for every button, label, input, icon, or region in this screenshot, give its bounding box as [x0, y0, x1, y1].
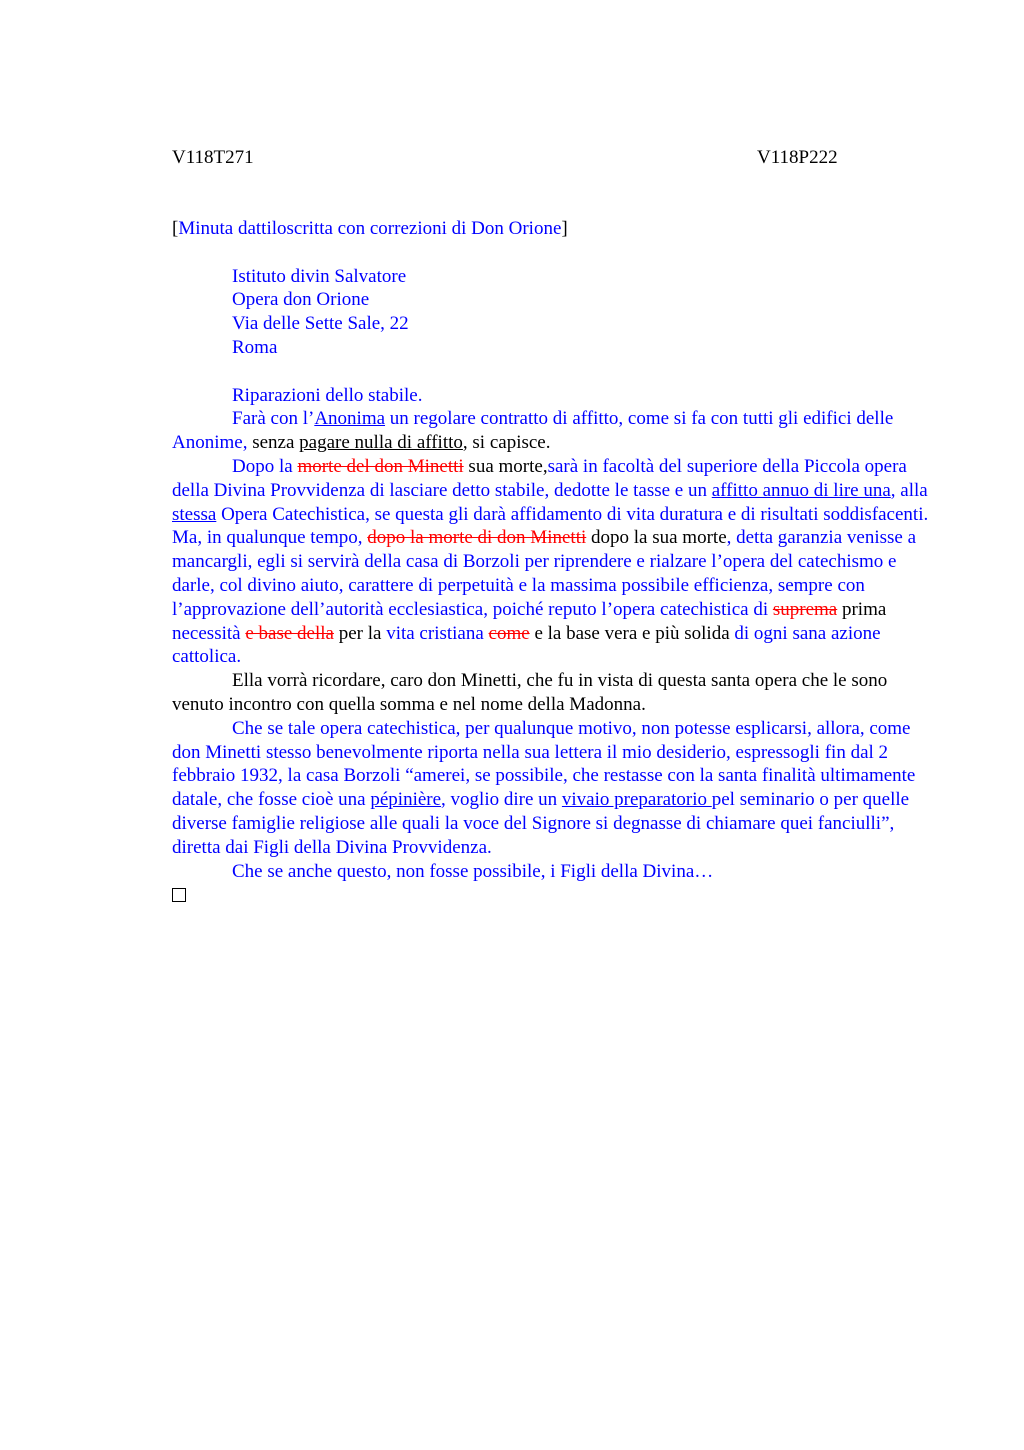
paragraph-1: Farà con l’Anonima un regolare contratto di affitto, come si fa con tutti gli edifici delle Anonime, senza pagare nulla di affitto, si capisce.: [172, 408, 894, 454]
document-body: [172, 217, 932, 909]
deleted-text: suprema: [772, 598, 838, 620]
subject-line: Riparazioni dello stabile.: [232, 384, 423, 406]
square-icon: [172, 888, 186, 902]
paragraph-2: Dopo la morte del don Minetti sua morte,sarà in facoltà del superiore della Piccola opera della Divina Provvidenza di lasciare detto stabile, dedotte le tasse e un affitto annuo di lire una, alla stessa Opera Catechistica, se questa gli darà affidamento di vita duratura e di risultati soddisfacenti. Ma, in qualunque tempo, dopo la morte di don Minetti dopo la sua morte, detta garanzia venisse a mancargli, egli si servirà della casa di Borzoli per riprendere e rialzare l’opera del catechismo e darle, col divino aiuto, carattere di perpetuità e la massima possibile efficienza, sempre con l’approvazione dell’autorità ecclesiastica, poiché reputo l’opera catechistica di suprema prima necessità e base della per la vita cristiana come e la base vera e più solida di ogni sana azione cattolica.: [172, 455, 929, 668]
editorial-note: [Minuta dattiloscritta con correzioni di Don Orione]: [172, 218, 568, 239]
deleted-text: e base della: [245, 622, 334, 644]
paragraph-4: Che se tale opera catechistica, per qualunque motivo, non potesse esplicarsi, allora, come don Minetti stesso benevolmente riporta nella sua lettera il mio desiderio, espressogli fin dal 2 febbraio 1932, la casa Borzoli “amerei, se possibile, che restasse con la santa finalità ultimamente datale, che fosse cioè una pépinière, voglio dire un vivaio preparatorio pel seminario o per quelle diverse famiglie religiose alle quali la voce del Signore si degnasse di chiamare quei fanciulli”, diretta dai Figli della Divina Provvidenza.: [172, 717, 916, 858]
deleted-text: come: [488, 622, 530, 644]
document-code-left: V118T271: [172, 147, 254, 168]
address-line: Roma: [232, 336, 278, 358]
deleted-text: morte del don Minetti: [297, 455, 464, 477]
address-line: Istituto divin Salvatore: [232, 265, 407, 287]
deleted-text: dopo la morte di don Minetti: [367, 527, 587, 549]
address-block: [172, 265, 932, 360]
document-code-right: V118P222: [757, 147, 838, 168]
address-line: Via delle Sette Sale, 22: [232, 313, 409, 335]
paragraph-3: Ella vorrà ricordare, caro don Minetti, che fu in vista di questa santa opera che le sono venuto incontro con quella somma e nel nome della Madonna.: [172, 670, 888, 715]
address-line: Opera don Orione: [232, 289, 370, 311]
checkbox-symbol: [172, 883, 932, 909]
paragraph-5: Che se anche questo, non fosse possibile, i Figli della Divina…: [232, 860, 714, 882]
